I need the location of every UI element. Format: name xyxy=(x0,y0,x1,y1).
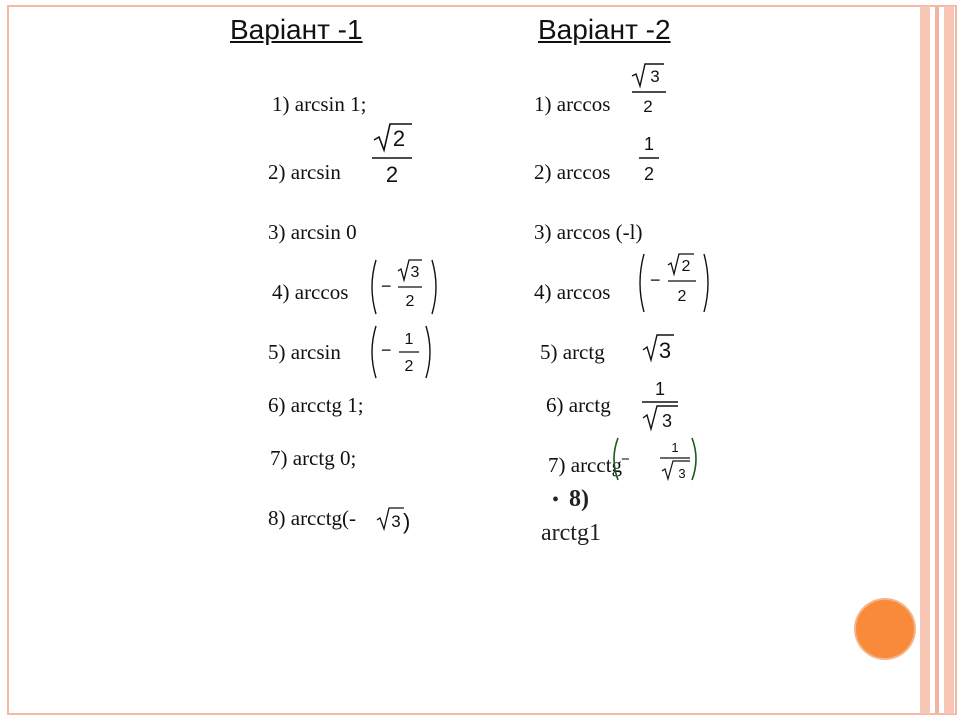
svg-text:−: − xyxy=(650,270,661,290)
variant2-item-5: 5) arctg xyxy=(540,340,605,364)
svg-text:1: 1 xyxy=(643,134,655,154)
variant1-item-6: 6) arcctg 1; xyxy=(268,393,364,417)
svg-text:−: − xyxy=(621,451,630,468)
variant2-item-7: 7) arcctg xyxy=(548,453,623,477)
orange-circle-icon xyxy=(856,600,914,658)
variant2-item-2-fraction xyxy=(636,130,664,190)
svg-text:1: 1 xyxy=(404,331,414,348)
variant1-item-2: 2) arcsin xyxy=(268,160,341,184)
svg-text:3: 3 xyxy=(661,411,673,431)
variant1-item-4-expression xyxy=(366,256,446,318)
variant2-item-6-fraction xyxy=(638,374,682,434)
svg-text:1: 1 xyxy=(654,379,666,399)
variant1-item-3: 3) arcsin 0 xyxy=(268,220,357,244)
svg-text:3: 3 xyxy=(678,466,686,481)
variant2-item-8-number: 8) xyxy=(569,486,590,512)
variant1-item-1: 1) arcsin 1; xyxy=(272,92,367,116)
svg-text:): ) xyxy=(403,509,411,534)
variant1-item-8: 8) arcctg(- xyxy=(268,506,357,530)
svg-text:3: 3 xyxy=(658,338,672,363)
svg-text:3: 3 xyxy=(650,67,660,86)
variant2-item-8 xyxy=(552,486,589,513)
svg-text:2: 2 xyxy=(681,258,691,275)
heading-variant-2: Варіант -2 xyxy=(538,14,671,45)
variant2-item-1: 1) arccos xyxy=(534,92,611,116)
variant2-item-3: 3) arccos (-l) xyxy=(534,220,643,244)
svg-text:−: − xyxy=(381,340,392,360)
variant2-item-1-fraction xyxy=(628,60,670,120)
variant1-item-8-radical xyxy=(374,502,420,536)
variant1-item-5-expression xyxy=(366,322,438,382)
variant2-item-4-expression xyxy=(634,250,716,316)
variant2-item-8-continuation: arctg1 xyxy=(541,520,601,546)
svg-text:1: 1 xyxy=(671,440,679,455)
variant2-item-5-radical xyxy=(640,330,676,366)
svg-text:2: 2 xyxy=(385,162,399,187)
variant1-item-2-fraction xyxy=(368,118,418,190)
svg-text:2: 2 xyxy=(677,288,687,305)
variant2-item-4: 4) arccos xyxy=(534,280,611,304)
svg-text:2: 2 xyxy=(643,97,653,116)
svg-text:2: 2 xyxy=(405,293,415,310)
variant1-item-4: 4) arccos xyxy=(272,280,349,304)
bullet-dot-icon: • xyxy=(552,489,560,511)
heading-variant-1: Варіант -1 xyxy=(230,14,363,45)
variant2-item-2: 2) arccos xyxy=(534,160,611,184)
svg-text:−: − xyxy=(381,276,392,296)
svg-text:2: 2 xyxy=(643,164,655,184)
variant1-item-5: 5) arcsin xyxy=(268,340,341,364)
variant1-item-7: 7) arctg 0; xyxy=(270,446,357,470)
svg-text:3: 3 xyxy=(391,512,401,531)
svg-text:2: 2 xyxy=(404,358,414,375)
svg-text:3: 3 xyxy=(410,264,420,281)
svg-text:2: 2 xyxy=(392,126,406,151)
variant2-item-7-expression xyxy=(608,434,700,484)
variant2-item-6: 6) arctg xyxy=(546,393,611,417)
